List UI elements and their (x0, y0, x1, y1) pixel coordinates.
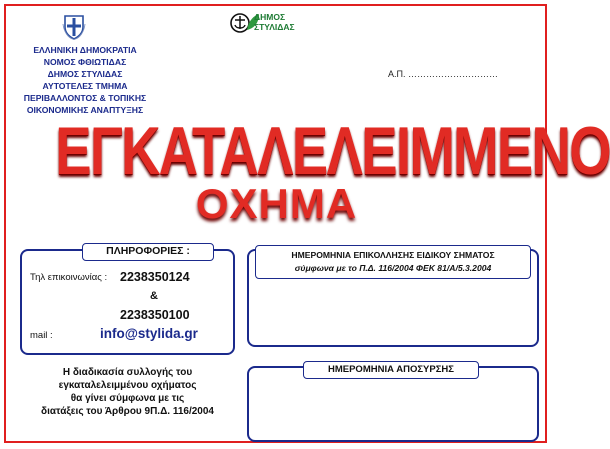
info-heading: ΠΛΗΡΟΦΟΡΙΕΣ : (82, 243, 214, 261)
note-line: διατάξεις του Άρθρου 9Π.Δ. 116/2004 (41, 406, 214, 417)
authority-line: ΑΥΤΟΤΕΛΕΣ ΤΜΗΜΑ (42, 81, 128, 91)
mail-label: mail : (30, 330, 53, 341)
removal-date-heading: ΗΜΕΡΟΜΗΝΙΑ ΑΠΟΣΥΡΣΗΣ (303, 361, 479, 379)
email-address: info@stylida.gr (100, 326, 198, 341)
title-vehicle: ΟΧΗΜΑ (195, 180, 358, 227)
authority-block (10, 44, 160, 116)
phone-number-1: 2238350124 (120, 270, 190, 284)
collection-note (20, 366, 235, 418)
authority-line: ΟΙΚΟΝΟΜΙΚΗΣ ΑΝΑΠΤΥΞΗΣ (26, 105, 144, 115)
sticker-date-heading (255, 245, 531, 279)
protocol-number: Α.Π. ………………………… (388, 69, 499, 79)
note-line: εγκαταλελειμμένου οχήματος (58, 380, 197, 391)
note-line: θα γίνει σύμφωνα με τις (70, 393, 185, 404)
ampersand: & (150, 290, 158, 302)
greek-emblem-icon (62, 14, 86, 40)
sticker-date-subtitle: σύμφωνα με το Π.Δ. 116/2004 ΦΕΚ 81/Α/5.3.2004 (294, 263, 492, 273)
authority-line: ΕΛΛΗΝΙΚΗ ΔΗΜΟΚΡΑΤΙΑ (33, 45, 137, 55)
info-box (20, 245, 235, 355)
authority-line: ΠΕΡΙΒΑΛΛΟΝΤΟΣ & ΤΟΠΙΚΗΣ (23, 93, 147, 103)
authority-line: ΝΟΜΟΣ ΦΘΙΩΤΙΔΑΣ (43, 57, 127, 67)
sticker-date-title: ΗΜΕΡΟΜΗΝΙΑ ΕΠΙΚΟΛΛΗΣΗΣ ΕΙΔΙΚΟΥ ΣΗΜΑΤΟΣ (291, 250, 495, 260)
authority-line: ΔΗΜΟΣ ΣΤΥΛΙΔΑΣ (47, 69, 123, 79)
removal-date-box (247, 366, 539, 442)
note-line: Η διαδικασία συλλογής του (62, 367, 193, 378)
sticker-date-box (247, 249, 539, 347)
tel-label: Τηλ επικοινωνίας : (30, 272, 108, 283)
logo-line2: ΣΤΥΛΙΔΑΣ (254, 22, 295, 32)
phone-number-2: 2238350100 (120, 308, 190, 322)
dimos-logo-text (254, 12, 295, 32)
title-abandoned: ΕΓΚΑΤΑΛΕΛΕΙΜΜΕΝΟ (55, 113, 610, 189)
logo-line1: ΔΗΜΟΣ (254, 12, 286, 22)
